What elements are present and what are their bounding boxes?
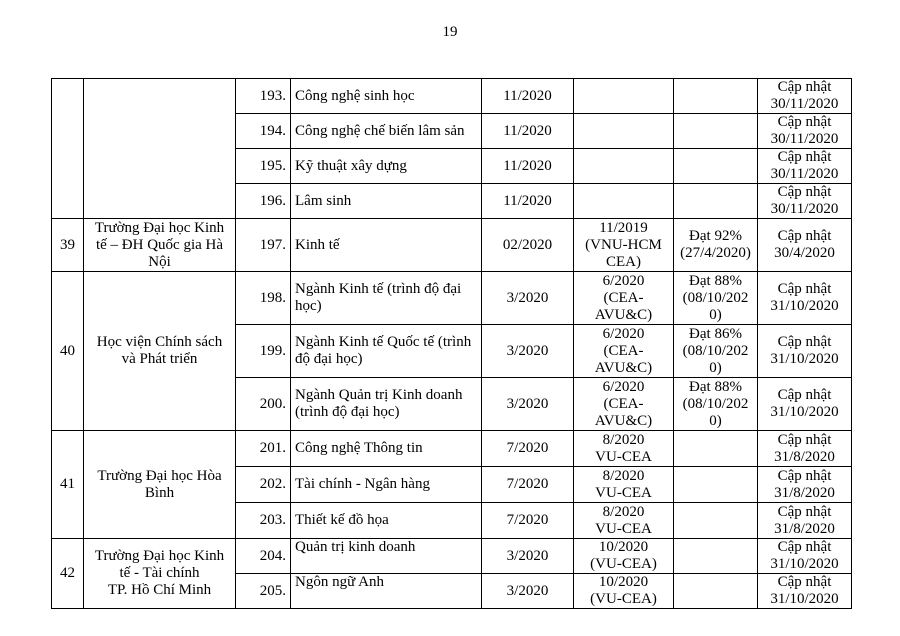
eval-result: Đạt 92% (27/4/2020): [674, 219, 758, 272]
program-name: Ngành Kinh tế (trình độ đại học): [291, 272, 482, 325]
update-note: Cập nhật 31/10/2020: [758, 378, 852, 431]
eval-result: [674, 467, 758, 503]
eval-result: [674, 114, 758, 149]
program-number: 195.: [236, 149, 291, 184]
program-number: 205.: [236, 574, 291, 609]
external-eval: 6/2020 (CEA- AVU&C): [574, 325, 674, 378]
school-index: 41: [52, 431, 84, 539]
program-number: 197.: [236, 219, 291, 272]
table-row: [52, 79, 852, 114]
program-name: Công nghệ Thông tin: [291, 431, 482, 467]
update-note: Cập nhật 30/11/2020: [758, 79, 852, 114]
school-index: 39: [52, 219, 84, 272]
self-eval-date: 3/2020: [482, 539, 574, 574]
school-name: Trường Đại học Hòa Bình: [84, 431, 236, 539]
external-eval: 10/2020 (VU-CEA): [574, 574, 674, 609]
self-eval-date: 7/2020: [482, 431, 574, 467]
school-name: Trường Đại học Kinh tế - Tài chính TP. Hồ Chí Minh: [84, 539, 236, 609]
program-name: Công nghệ chế biến lâm sản: [291, 114, 482, 149]
program-name: Ngành Kinh tế Quốc tế (trình độ đại học): [291, 325, 482, 378]
program-number: 196.: [236, 184, 291, 219]
eval-result: [674, 503, 758, 539]
self-eval-date: 02/2020: [482, 219, 574, 272]
school-name: Học viện Chính sách và Phát triển: [84, 272, 236, 431]
update-note: Cập nhật 30/4/2020: [758, 219, 852, 272]
eval-result: [674, 184, 758, 219]
external-eval: 6/2020 (CEA- AVU&C): [574, 378, 674, 431]
eval-result: [674, 149, 758, 184]
program-number: 202.: [236, 467, 291, 503]
update-note: Cập nhật 31/8/2020: [758, 467, 852, 503]
self-eval-date: 11/2020: [482, 114, 574, 149]
school-index: 42: [52, 539, 84, 609]
external-eval: 10/2020 (VU-CEA): [574, 539, 674, 574]
update-note: Cập nhật 30/11/2020: [758, 184, 852, 219]
external-eval: 11/2019 (VNU-HCM CEA): [574, 219, 674, 272]
program-number: 198.: [236, 272, 291, 325]
table-row: [52, 219, 852, 272]
program-name: Ngành Quản trị Kinh doanh (trình độ đại học): [291, 378, 482, 431]
external-eval: 8/2020 VU-CEA: [574, 503, 674, 539]
update-note: Cập nhật 30/11/2020: [758, 149, 852, 184]
self-eval-date: 11/2020: [482, 149, 574, 184]
program-name: Thiết kế đồ họa: [291, 503, 482, 539]
self-eval-date: 3/2020: [482, 325, 574, 378]
program-number: 203.: [236, 503, 291, 539]
eval-result: Đạt 88% (08/10/202 0): [674, 378, 758, 431]
self-eval-date: 3/2020: [482, 574, 574, 609]
program-name: Kinh tế: [291, 219, 482, 272]
update-note: Cập nhật 31/10/2020: [758, 574, 852, 609]
table-row: [52, 431, 852, 467]
page-number: 19: [442, 24, 458, 40]
external-eval: [574, 114, 674, 149]
external-eval: [574, 149, 674, 184]
update-note: Cập nhật 31/10/2020: [758, 539, 852, 574]
school-index-cell: [52, 79, 84, 219]
program-number: 193.: [236, 79, 291, 114]
eval-result: Đạt 88% (08/10/202 0): [674, 272, 758, 325]
program-number: 194.: [236, 114, 291, 149]
external-eval: [574, 184, 674, 219]
accreditation-table: [51, 78, 852, 609]
table-row: [52, 539, 852, 574]
eval-result: [674, 574, 758, 609]
program-name: Lâm sinh: [291, 184, 482, 219]
program-name: Ngôn ngữ Anh: [291, 574, 482, 609]
update-note: Cập nhật 31/10/2020: [758, 325, 852, 378]
school-name-cell: [84, 79, 236, 219]
program-number: 200.: [236, 378, 291, 431]
self-eval-date: 3/2020: [482, 378, 574, 431]
table-row: [52, 272, 852, 325]
external-eval: [574, 79, 674, 114]
update-note: Cập nhật 31/8/2020: [758, 431, 852, 467]
self-eval-date: 7/2020: [482, 467, 574, 503]
program-name: Công nghệ sinh học: [291, 79, 482, 114]
program-name: Tài chính - Ngân hàng: [291, 467, 482, 503]
program-number: 199.: [236, 325, 291, 378]
external-eval: 8/2020 VU-CEA: [574, 467, 674, 503]
school-name: Trường Đại học Kinh tế – ĐH Quốc gia Hà Nội: [84, 219, 236, 272]
external-eval: 8/2020 VU-CEA: [574, 431, 674, 467]
update-note: Cập nhật 31/8/2020: [758, 503, 852, 539]
self-eval-date: 11/2020: [482, 184, 574, 219]
external-eval: 6/2020 (CEA- AVU&C): [574, 272, 674, 325]
self-eval-date: 11/2020: [482, 79, 574, 114]
update-note: Cập nhật 30/11/2020: [758, 114, 852, 149]
self-eval-date: 7/2020: [482, 503, 574, 539]
self-eval-date: 3/2020: [482, 272, 574, 325]
program-number: 204.: [236, 539, 291, 574]
program-name: Quản trị kinh doanh: [291, 539, 482, 574]
eval-result: [674, 79, 758, 114]
eval-result: [674, 431, 758, 467]
eval-result: Đạt 86% (08/10/202 0): [674, 325, 758, 378]
program-name: Kỹ thuật xây dựng: [291, 149, 482, 184]
update-note: Cập nhật 31/10/2020: [758, 272, 852, 325]
program-number: 201.: [236, 431, 291, 467]
school-index: 40: [52, 272, 84, 431]
eval-result: [674, 539, 758, 574]
